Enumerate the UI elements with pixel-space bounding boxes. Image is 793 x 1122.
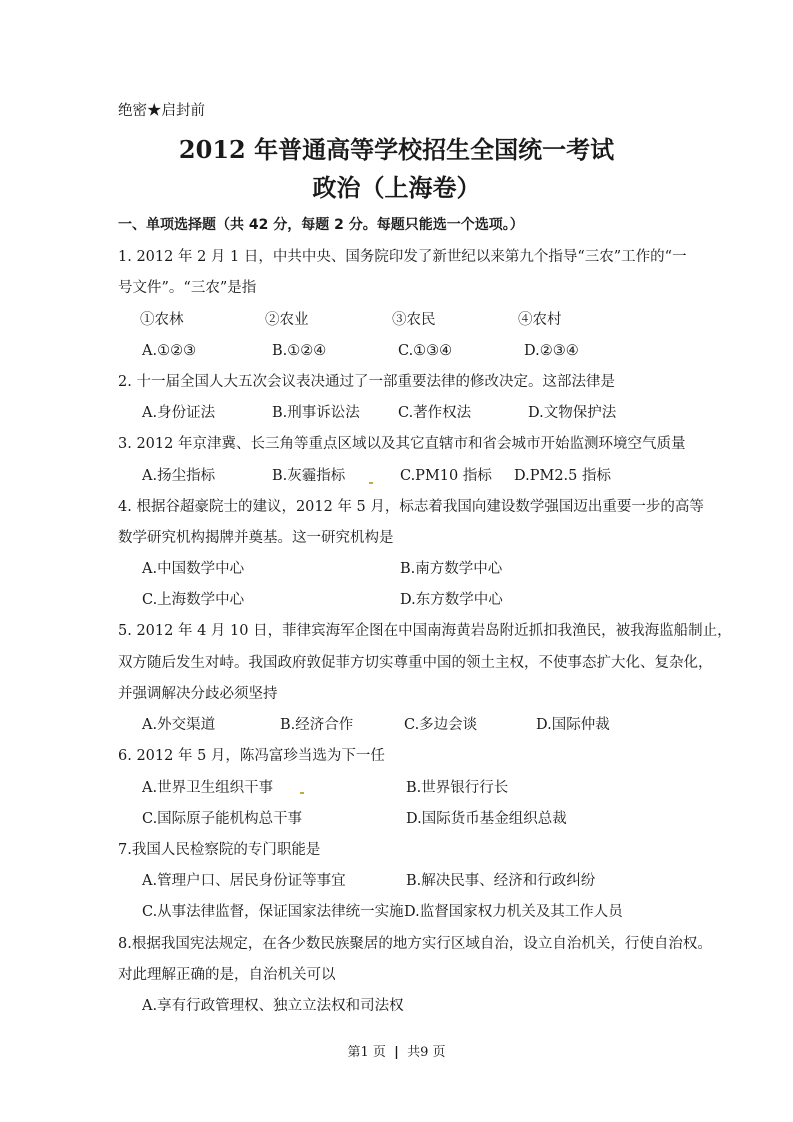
q7-option-a: A.管理户口、居民身份证等事宜 [142, 873, 346, 889]
q8-option-a: A.享有行政管理权、独立立法权和司法权 [142, 998, 404, 1014]
q3-option-a: A.扬尘指标 [142, 468, 216, 484]
q6-option-a: A.世界卫生组织干事 [142, 780, 274, 796]
question-8-stem-cont: 对此理解正确的是，自治机关可以 [118, 967, 336, 983]
question-6-stem: 6. 2012 年 5 月，陈冯富珍当选为下一任 [118, 748, 385, 764]
q1-option-c: C.①③④ [398, 343, 453, 359]
page-footer [0, 1041, 793, 1060]
question-4-stem-cont: 数学研究机构揭牌并奠基。这一研究机构是 [118, 530, 394, 546]
q4-option-b: B.南方数学中心 [400, 561, 503, 577]
question-3-stem: 3. 2012 年京津冀、长三角等重点区域以及其它直辖市和省会城市开始监测环境空气质量 [118, 436, 686, 452]
question-7-stem: 7.我国人民检察院的专门职能是 [118, 842, 321, 858]
q6-option-d: D.国际货币基金组织总裁 [406, 811, 567, 827]
q1-option-d: D.②③④ [524, 343, 579, 359]
q4-option-c: C.上海数学中心 [142, 592, 245, 608]
footer-separator: | [394, 1045, 399, 1060]
q1-item-2: ②农业 [265, 312, 309, 328]
q1-item-3: ③农民 [392, 312, 436, 328]
q3-option-b: B.灰霾指标 [272, 468, 346, 484]
q1-option-b: B.①②④ [272, 343, 327, 359]
stray-dot [300, 792, 304, 794]
question-5-stem-cont: 双方随后发生对峙。我国政府敦促菲方切实尊重中国的领土主权，不使事态扩大化、复杂化， [118, 655, 713, 671]
q3-option-d: D.PM2.5 指标 [514, 468, 611, 484]
stray-dot [369, 482, 373, 484]
section-heading: 一、单项选择题（共 42 分，每题 2 分。每题只能选一个选项。） [118, 217, 524, 233]
exam-title: 2012 年普通高等学校招生全国统一考试 [178, 135, 615, 164]
page-number: 第1 页 [347, 1045, 386, 1060]
q2-option-b: B.刑事诉讼法 [272, 405, 360, 421]
q6-option-b: B.世界银行行长 [406, 780, 509, 796]
q7-option-d: D.监督国家权力机关及其工作人员 [404, 904, 623, 920]
q4-option-d: D.东方数学中心 [400, 592, 503, 608]
question-2-stem: 2. 十一届全国人大五次会议表决通过了一部重要法律的修改决定。这部法律是 [118, 374, 615, 390]
q4-option-a: A.中国数学中心 [142, 561, 245, 577]
q5-option-a: A.外交渠道 [142, 717, 216, 733]
q7-option-b: B.解决民事、经济和行政纠纷 [406, 873, 596, 889]
q2-option-a: A.身份证法 [142, 405, 216, 421]
q5-option-b: B.经济合作 [280, 717, 354, 733]
question-1-stem-cont: 号文件”。“三农”是指 [118, 280, 257, 296]
q1-item-4: ④农村 [518, 312, 562, 328]
question-5-stem: 5. 2012 年 4 月 10 日，菲律宾海军企图在中国南海黄岩岛附近抓扣我渔民，被我海监船制止， [118, 623, 732, 639]
question-8-stem: 8.根据我国宪法规定，在各少数民族聚居的地方实行区域自治，设立自治机关，行使自治权。 [118, 936, 712, 952]
q2-option-d: D.文物保护法 [528, 405, 617, 421]
confidential-label: 绝密★启封前 [118, 103, 205, 119]
q6-option-c: C.国际原子能机构总干事 [142, 811, 303, 827]
q7-option-c: C.从事法律监督，保证国家法律统一实施 [142, 904, 404, 920]
q3-option-c: C.PM10 指标 [400, 468, 492, 484]
q2-option-c: C.著作权法 [398, 405, 472, 421]
question-5-stem-cont2: 并强调解决分歧必须坚持 [118, 686, 278, 702]
question-4-stem: 4. 根据谷超豪院士的建议，2012 年 5 月，标志着我国向建设数学强国迈出重要一步的高等 [118, 499, 704, 515]
exam-subject: 政治（上海卷） [312, 173, 481, 202]
question-1-stem: 1. 2012 年 2 月 1 日，中共中央、国务院印发了新世纪以来第九个指导“三农”工作的“一 [118, 249, 687, 265]
q1-item-1: ①农林 [140, 312, 184, 328]
q5-option-c: C.多边会谈 [404, 717, 478, 733]
q1-option-a: A.①②③ [142, 343, 197, 359]
q5-option-d: D.国际仲裁 [536, 717, 610, 733]
page-total: 共9 页 [407, 1045, 446, 1060]
